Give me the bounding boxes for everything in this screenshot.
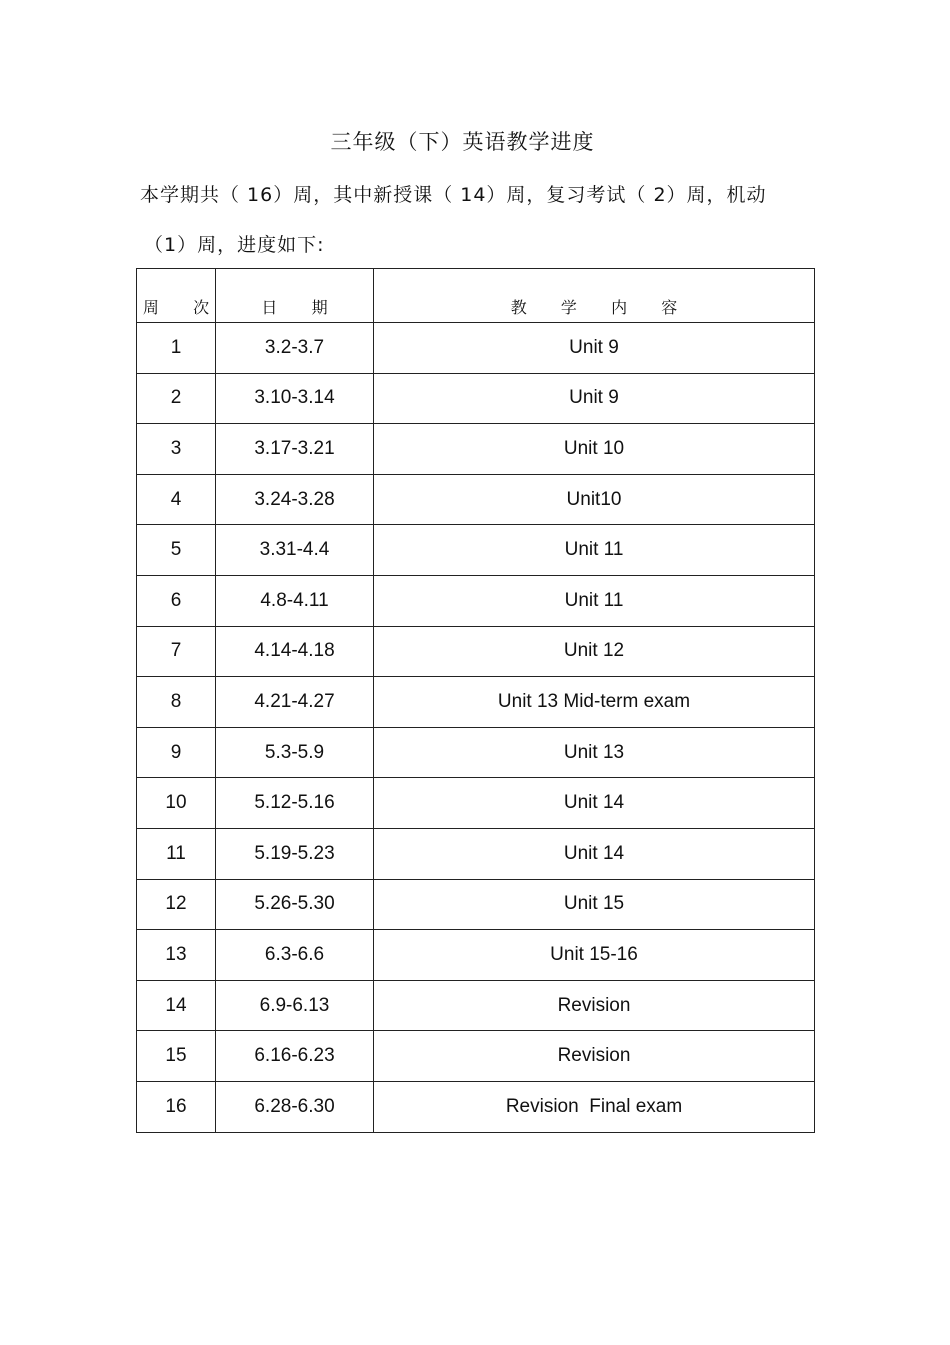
- cell-week: 1: [137, 323, 216, 374]
- cell-week: 12: [137, 879, 216, 930]
- cell-date: 5.3-5.9: [216, 727, 374, 778]
- table-row: [137, 1031, 815, 1082]
- header-date-label: 日 期: [261, 298, 328, 317]
- table-row: [137, 980, 815, 1031]
- cell-week: 11: [137, 828, 216, 879]
- cell-date: 4.21-4.27: [216, 677, 374, 728]
- cell-week: 5: [137, 525, 216, 576]
- table-row: [137, 575, 815, 626]
- cell-date: 5.19-5.23: [216, 828, 374, 879]
- cell-date: 5.26-5.30: [216, 879, 374, 930]
- cell-content: Unit 11: [374, 575, 815, 626]
- cell-content: Unit 14: [374, 828, 815, 879]
- schedule-table: [136, 268, 815, 1133]
- intro-line-1: 本学期共（ 16）周，其中新授课（ 14）周，复习考试（ 2）周，机动: [140, 184, 767, 206]
- cell-content: Unit 14: [374, 778, 815, 829]
- table-row: [137, 626, 815, 677]
- table-row: [137, 778, 815, 829]
- cell-content: Unit 13: [374, 727, 815, 778]
- cell-content: Unit 15-16: [374, 930, 815, 981]
- cell-content: Unit 10: [374, 424, 815, 475]
- table-row: [137, 727, 815, 778]
- table-row: [137, 1081, 815, 1132]
- cell-week: 8: [137, 677, 216, 728]
- cell-content: Unit 12: [374, 626, 815, 677]
- cell-date: 3.31-4.4: [216, 525, 374, 576]
- cell-date: 3.2-3.7: [216, 323, 374, 374]
- table-row: [137, 373, 815, 424]
- cell-content: Revision: [374, 980, 815, 1031]
- cell-week: 4: [137, 474, 216, 525]
- cell-date: 5.12-5.16: [216, 778, 374, 829]
- page-title: 三年级（下）英语教学进度: [330, 130, 595, 154]
- cell-date: 3.24-3.28: [216, 474, 374, 525]
- cell-date: 6.28-6.30: [216, 1081, 374, 1132]
- cell-week: 9: [137, 727, 216, 778]
- table-row: [137, 677, 815, 728]
- cell-content: Unit 11: [374, 525, 815, 576]
- cell-date: 6.9-6.13: [216, 980, 374, 1031]
- cell-content: Revision Final exam: [374, 1081, 815, 1132]
- table-row: [137, 474, 815, 525]
- cell-content: Unit 9: [374, 323, 815, 374]
- cell-content: Unit 9: [374, 373, 815, 424]
- table-header-row: [137, 269, 815, 323]
- table-row: [137, 879, 815, 930]
- cell-content: Revision: [374, 1031, 815, 1082]
- cell-content: Unit 15: [374, 879, 815, 930]
- cell-date: 4.8-4.11: [216, 575, 374, 626]
- header-week: [137, 269, 216, 323]
- header-content: [374, 269, 815, 323]
- table-row: [137, 424, 815, 475]
- header-week-label: 周 次: [142, 298, 210, 317]
- table-row: [137, 930, 815, 981]
- cell-week: 10: [137, 778, 216, 829]
- cell-week: 2: [137, 373, 216, 424]
- cell-date: 3.10-3.14: [216, 373, 374, 424]
- cell-week: 16: [137, 1081, 216, 1132]
- cell-date: 3.17-3.21: [216, 424, 374, 475]
- cell-week: 15: [137, 1031, 216, 1082]
- cell-week: 13: [137, 930, 216, 981]
- cell-date: 4.14-4.18: [216, 626, 374, 677]
- cell-content: Unit10: [374, 474, 815, 525]
- cell-week: 7: [137, 626, 216, 677]
- header-content-label: 教 学 内 容: [510, 298, 678, 317]
- table-row: [137, 828, 815, 879]
- cell-week: 14: [137, 980, 216, 1031]
- cell-content: Unit 13 Mid-term exam: [374, 677, 815, 728]
- intro-line-2: （1）周，进度如下:: [144, 234, 325, 256]
- cell-week: 3: [137, 424, 216, 475]
- cell-week: 6: [137, 575, 216, 626]
- cell-date: 6.16-6.23: [216, 1031, 374, 1082]
- table-row: [137, 323, 815, 374]
- cell-date: 6.3-6.6: [216, 930, 374, 981]
- table-row: [137, 525, 815, 576]
- header-date: [216, 269, 374, 323]
